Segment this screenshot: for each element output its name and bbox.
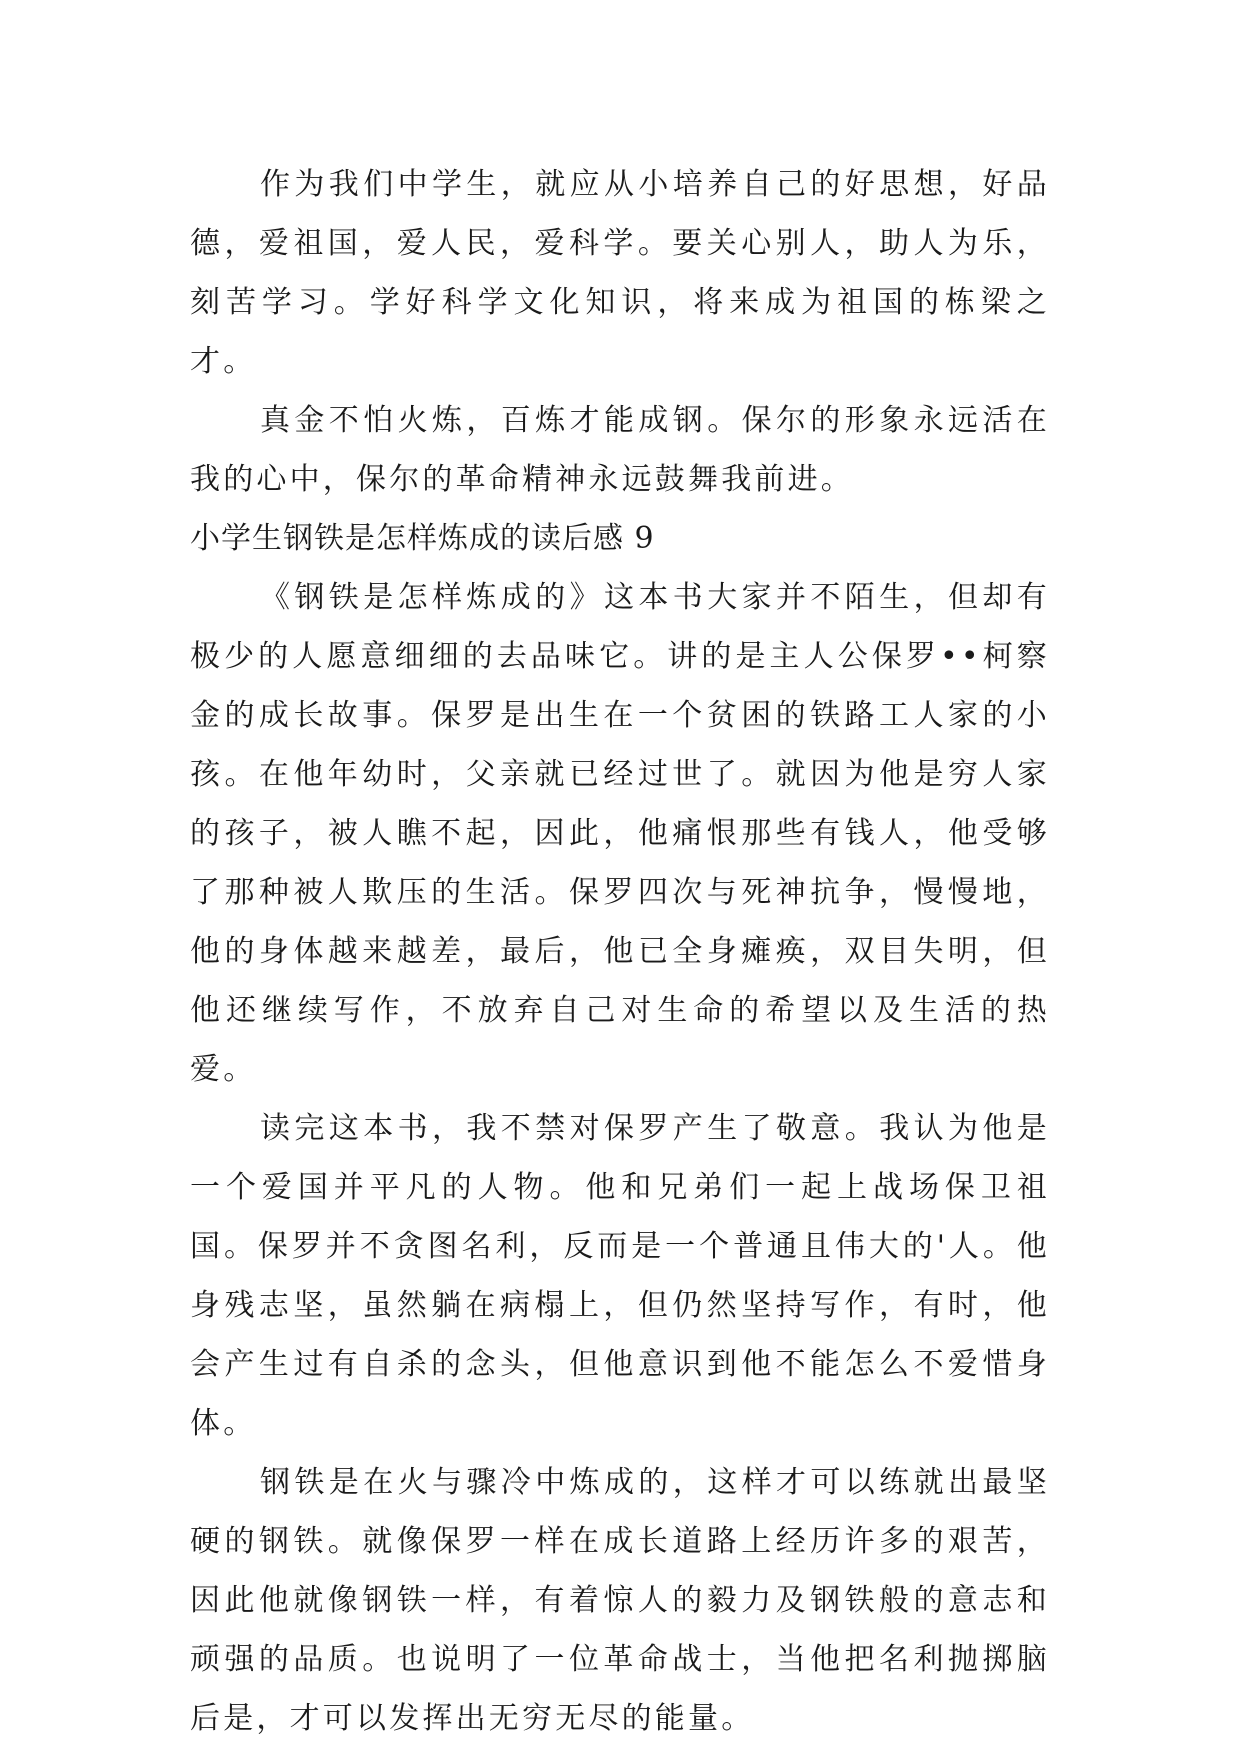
paragraph-2: 真金不怕火炼，百炼才能成钢。保尔的形象永远活在我的心中，保尔的革命精神永远鼓舞我前进。 [190, 403, 1050, 497]
paragraph-5: 钢铁是在火与骤冷中炼成的，这样才可以练就出最坚硬的钢铁。就像保罗一样在成长道路上经历许多的艰苦，因此他就像钢铁一样，有着惊人的毅力及钢铁般的意志和顽强的品质。也说明了一位革命战士，当他把名利抛掷脑后是，才可以发挥出无穷无尽的能量。 [190, 1465, 1050, 1736]
paragraph-1: 作为我们中学生，就应从小培养自己的好思想，好品德，爱祖国，爱人民，爱科学。要关心别人，助人为乐，刻苦学习。学好科学文化知识，将来成为祖国的栋梁之才。 [190, 167, 1050, 379]
document-page [190, 155, 1050, 1748]
paragraph-4: 读完这本书，我不禁对保罗产生了敬意。我认为他是一个爱国并平凡的人物。他和兄弟们一起上战场保卫祖国。保罗并不贪图名利，反而是一个普通且伟大的'人。他身残志坚，虽然躺在病榻上，但仍然坚持写作，有时，他会产生过有自杀的念头，但他意识到他不能怎么不爱惜身体。 [190, 1111, 1050, 1441]
section-title: 小学生钢铁是怎样炼成的读后感 9 [190, 521, 655, 556]
paragraph-3: 《钢铁是怎样炼成的》这本书大家并不陌生，但却有极少的人愿意细细的去品味它。讲的是主人公保罗••柯察金的成长故事。保罗是出生在一个贫困的铁路工人家的小孩。在他年幼时，父亲就已经过世了。就因为他是穷人家的孩子，被人瞧不起，因此，他痛恨那些有钱人，他受够了那种被人欺压的生活。保罗四次与死神抗争，慢慢地，他的身体越来越差，最后，他已全身瘫痪，双目失明，但他还继续写作，不放弃自己对生命的希望以及生活的热爱。 [190, 580, 1050, 1087]
